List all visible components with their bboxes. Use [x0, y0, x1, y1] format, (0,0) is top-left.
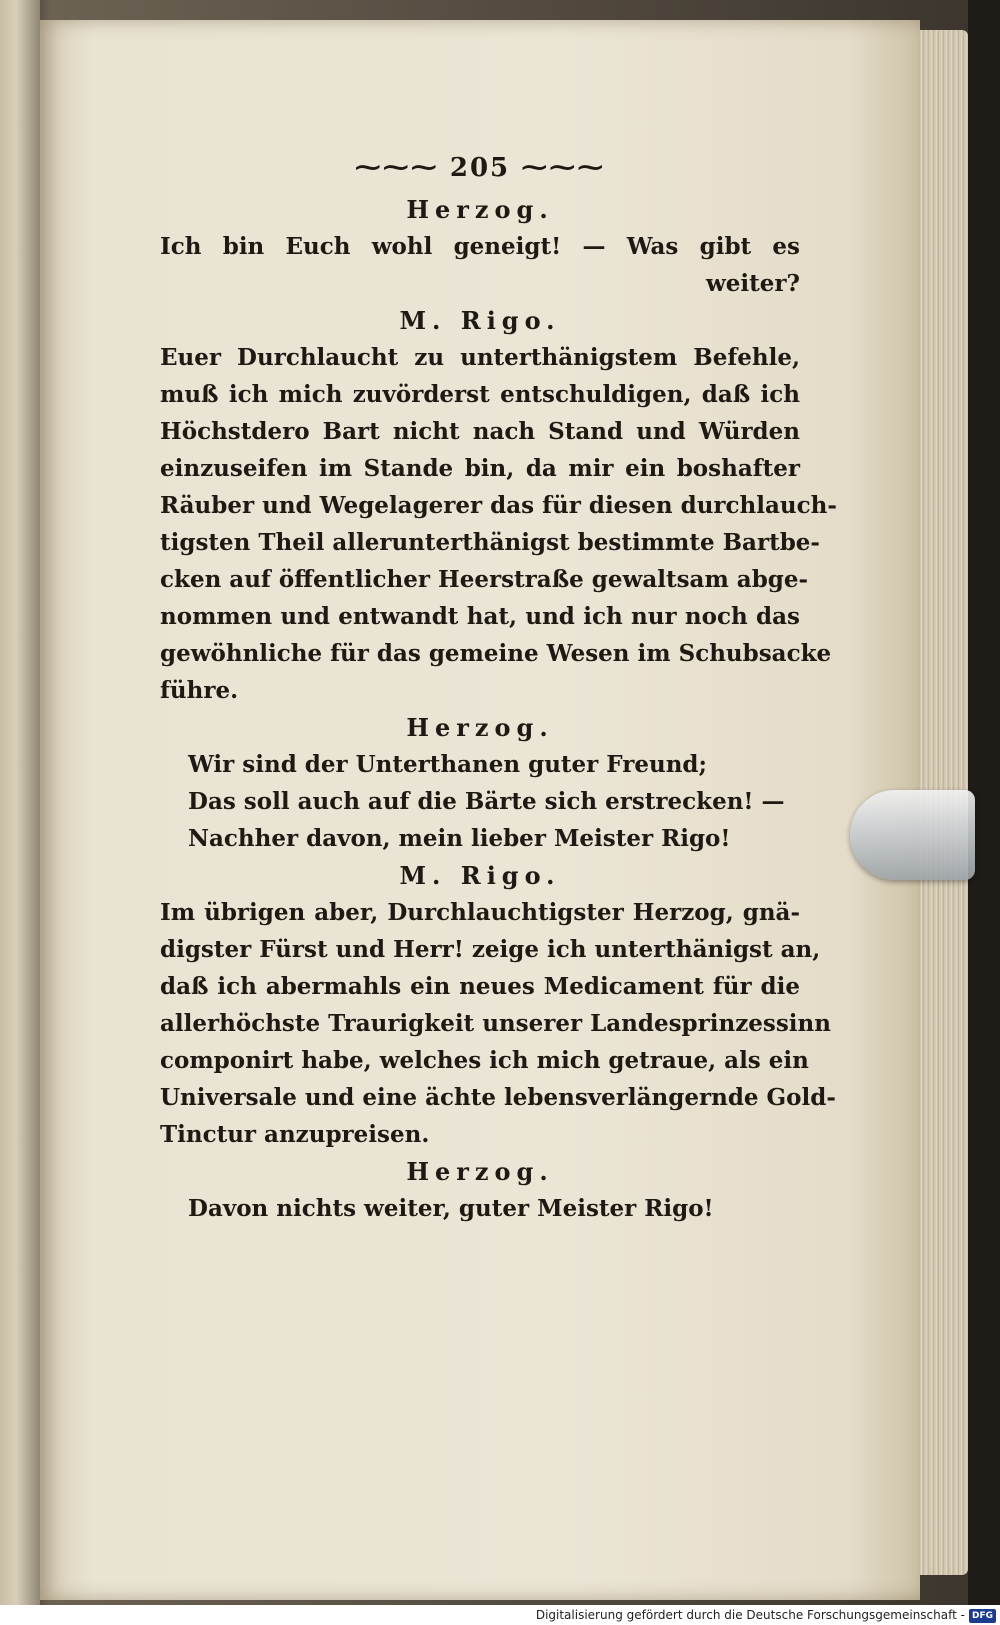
text-line: Universale und eine ächte lebensverlängernde Gold-	[160, 1084, 836, 1111]
text-line: weiter?	[705, 270, 800, 297]
page-number-line	[160, 150, 800, 187]
verse-line: Das soll auch auf die Bärte sich erstrecken! —	[188, 788, 785, 815]
text-line: componirt habe, welches ich mich getraue, als ein	[160, 1047, 809, 1074]
text-line: Euer Durchlaucht zu unterthänigstem Befehle,	[160, 344, 800, 371]
page-clip-icon	[850, 790, 975, 880]
text-line: gewöhnliche für das gemeine Wesen im Schubsacke	[160, 640, 832, 667]
text-line: Räuber und Wegelagerer das für diesen durchlauch-	[160, 492, 837, 519]
text-line: daß ich abermahls ein neues Medicament für die	[160, 973, 800, 1000]
footer-text: Digitalisierung gefördert durch die Deutsche Forschungsgemeinschaft -	[535, 1608, 965, 1622]
text-line: allerhöchste Traurigkeit unserer Landesprinzessinn	[160, 1010, 831, 1037]
text-line: einzuseifen im Stande bin, da mir ein boshafter	[160, 455, 800, 482]
speaker-name: Herzog.	[406, 1157, 554, 1186]
page-text	[160, 150, 837, 1227]
text-line: führe.	[160, 677, 239, 704]
dialogue	[160, 191, 837, 1227]
verse-line: Davon nichts weiter, guter Meister Rigo!	[188, 1195, 714, 1222]
left-page-edge	[0, 0, 40, 1625]
speaker-name: Herzog.	[406, 195, 554, 224]
speaker-name: Herzog.	[406, 713, 554, 742]
ornament-right: ⁓⁓⁓	[521, 153, 606, 183]
text-line: Ich bin Euch wohl geneigt! — Was gibt es	[160, 233, 800, 260]
verse-line: Wir sind der Unterthanen guter Freund;	[188, 751, 707, 778]
text-line: Im übrigen aber, Durchlauchtigster Herzog, gnä-	[160, 899, 800, 926]
ornament-left: ⁓⁓⁓	[354, 153, 439, 183]
text-line: tigsten Theil allerunterthänigst bestimmte Bartbe-	[160, 529, 820, 556]
text-line: nommen und entwandt hat, und ich nur noch das	[160, 603, 800, 630]
footer-bar	[0, 1605, 1000, 1625]
speaker-name: M. Rigo.	[399, 861, 561, 890]
text-line: Höchstdero Bart nicht nach Stand und Würden	[160, 418, 800, 445]
page-number: 205	[449, 153, 511, 183]
text-line: Tinctur anzupreisen.	[160, 1121, 430, 1148]
speaker-name: M. Rigo.	[399, 306, 561, 335]
dfg-logo-icon: DFG	[969, 1609, 996, 1623]
verse-line: Nachher davon, mein lieber Meister Rigo!	[188, 825, 731, 852]
text-line: cken auf öffentlicher Heerstraße gewaltsam abge-	[160, 566, 809, 593]
text-line: muß ich mich zuvörderst entschuldigen, daß ich	[160, 381, 800, 408]
text-line: digster Fürst und Herr! zeige ich unterthänigst an,	[160, 936, 821, 963]
